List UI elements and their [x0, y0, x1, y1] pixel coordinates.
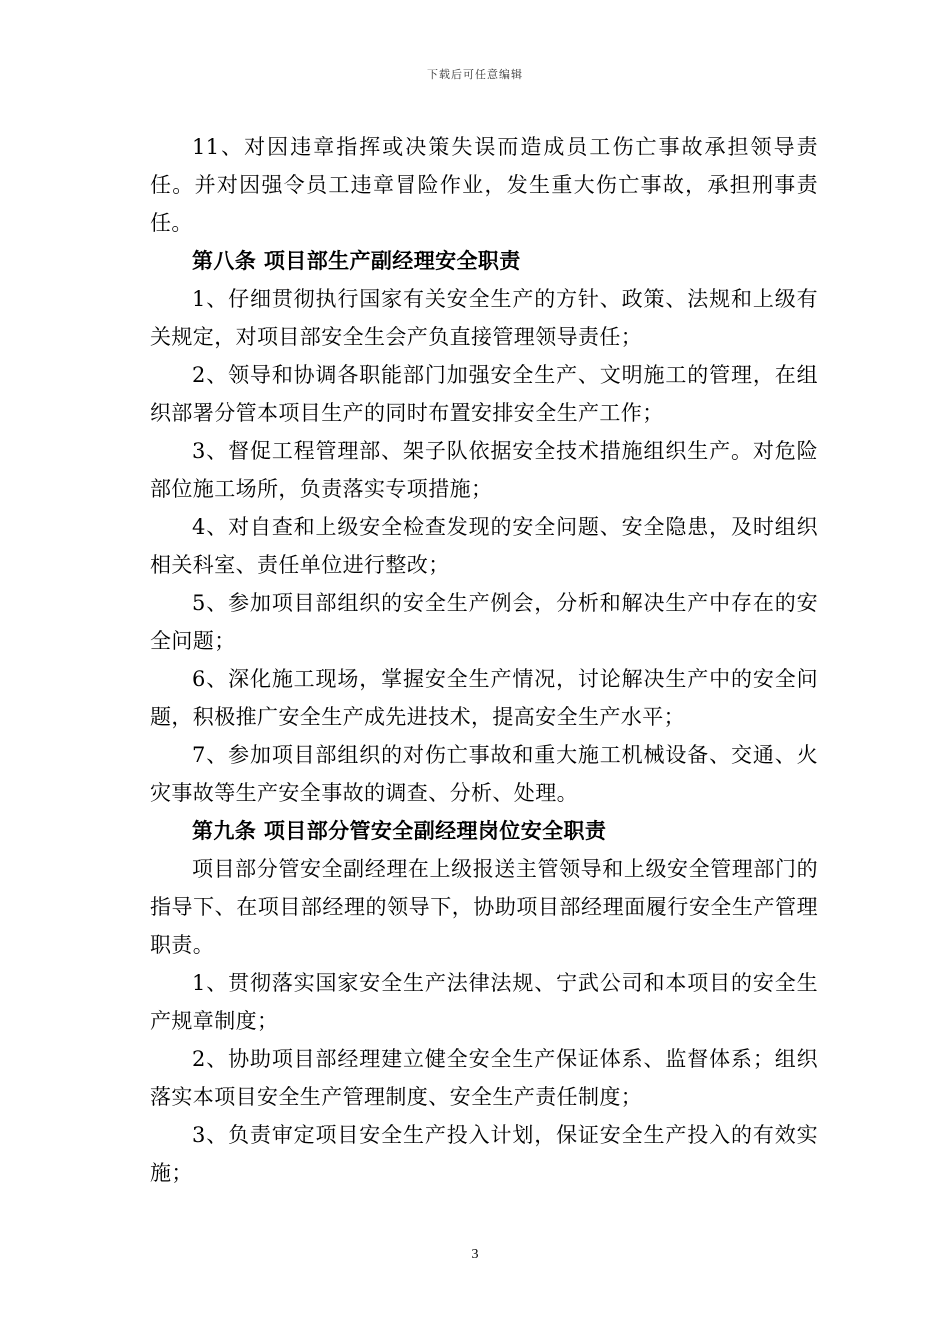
page-number: 3 — [471, 1247, 479, 1262]
paragraph: 5、参加项目部组织的安全生产例会，分析和解决生产中存在的安全问题； — [150, 591, 818, 653]
paragraph: 11、对因违章指挥或决策失误而造成员工伤亡事故承担领导责任。并对因强令员工违章冒险作业，发生重大伤亡事故，承担刑事责任。 — [150, 135, 818, 235]
paragraph: 6、深化施工现场，掌握安全生产情况，讨论解决生产中的安全问题，积极推广安全生产成先进技术，提高安全生产水平； — [150, 667, 818, 729]
page-header: 下载后可任意编辑 — [427, 68, 523, 81]
paragraph: 1、贯彻落实国家安全生产法律法规、宁武公司和本项目的安全生产规章制度； — [150, 971, 818, 1033]
section-heading: 第八条 项目部生产副经理安全职责 — [192, 248, 521, 273]
paragraph: 3、督促工程管理部、架子队依据安全技术措施组织生产。对危险部位施工场所，负责落实专项措施； — [150, 439, 818, 501]
paragraph: 7、参加项目部组织的对伤亡事故和重大施工机械设备、交通、火灾事故等生产安全事故的调查、分析、处理。 — [150, 743, 818, 805]
paragraph: 2、协助项目部经理建立健全安全生产保证体系、监督体系；组织落实本项目安全生产管理制度、安全生产责任制度； — [150, 1047, 818, 1109]
paragraph: 2、领导和协调各职能部门加强安全生产、文明施工的管理，在组织部署分管本项目生产的同时布置安排安全生产工作； — [150, 363, 818, 425]
paragraph: 4、对自查和上级安全检查发现的安全问题、安全隐患，及时组织相关科室、责任单位进行整改； — [150, 515, 818, 577]
paragraph: 1、仔细贯彻执行国家有关安全生产的方针、政策、法规和上级有关规定，对项目部安全生会产负直接管理领导责任； — [150, 287, 818, 349]
paragraph: 项目部分管安全副经理在上级报送主管领导和上级安全管理部门的指导下、在项目部经理的领导下，协助项目部经理面履行安全生产管理职责。 — [150, 857, 818, 957]
section-heading: 第九条 项目部分管安全副经理岗位安全职责 — [192, 818, 607, 843]
document-body — [150, 128, 818, 1192]
paragraph: 3、负责审定项目安全生产投入计划，保证安全生产投入的有效实施； — [150, 1123, 818, 1185]
